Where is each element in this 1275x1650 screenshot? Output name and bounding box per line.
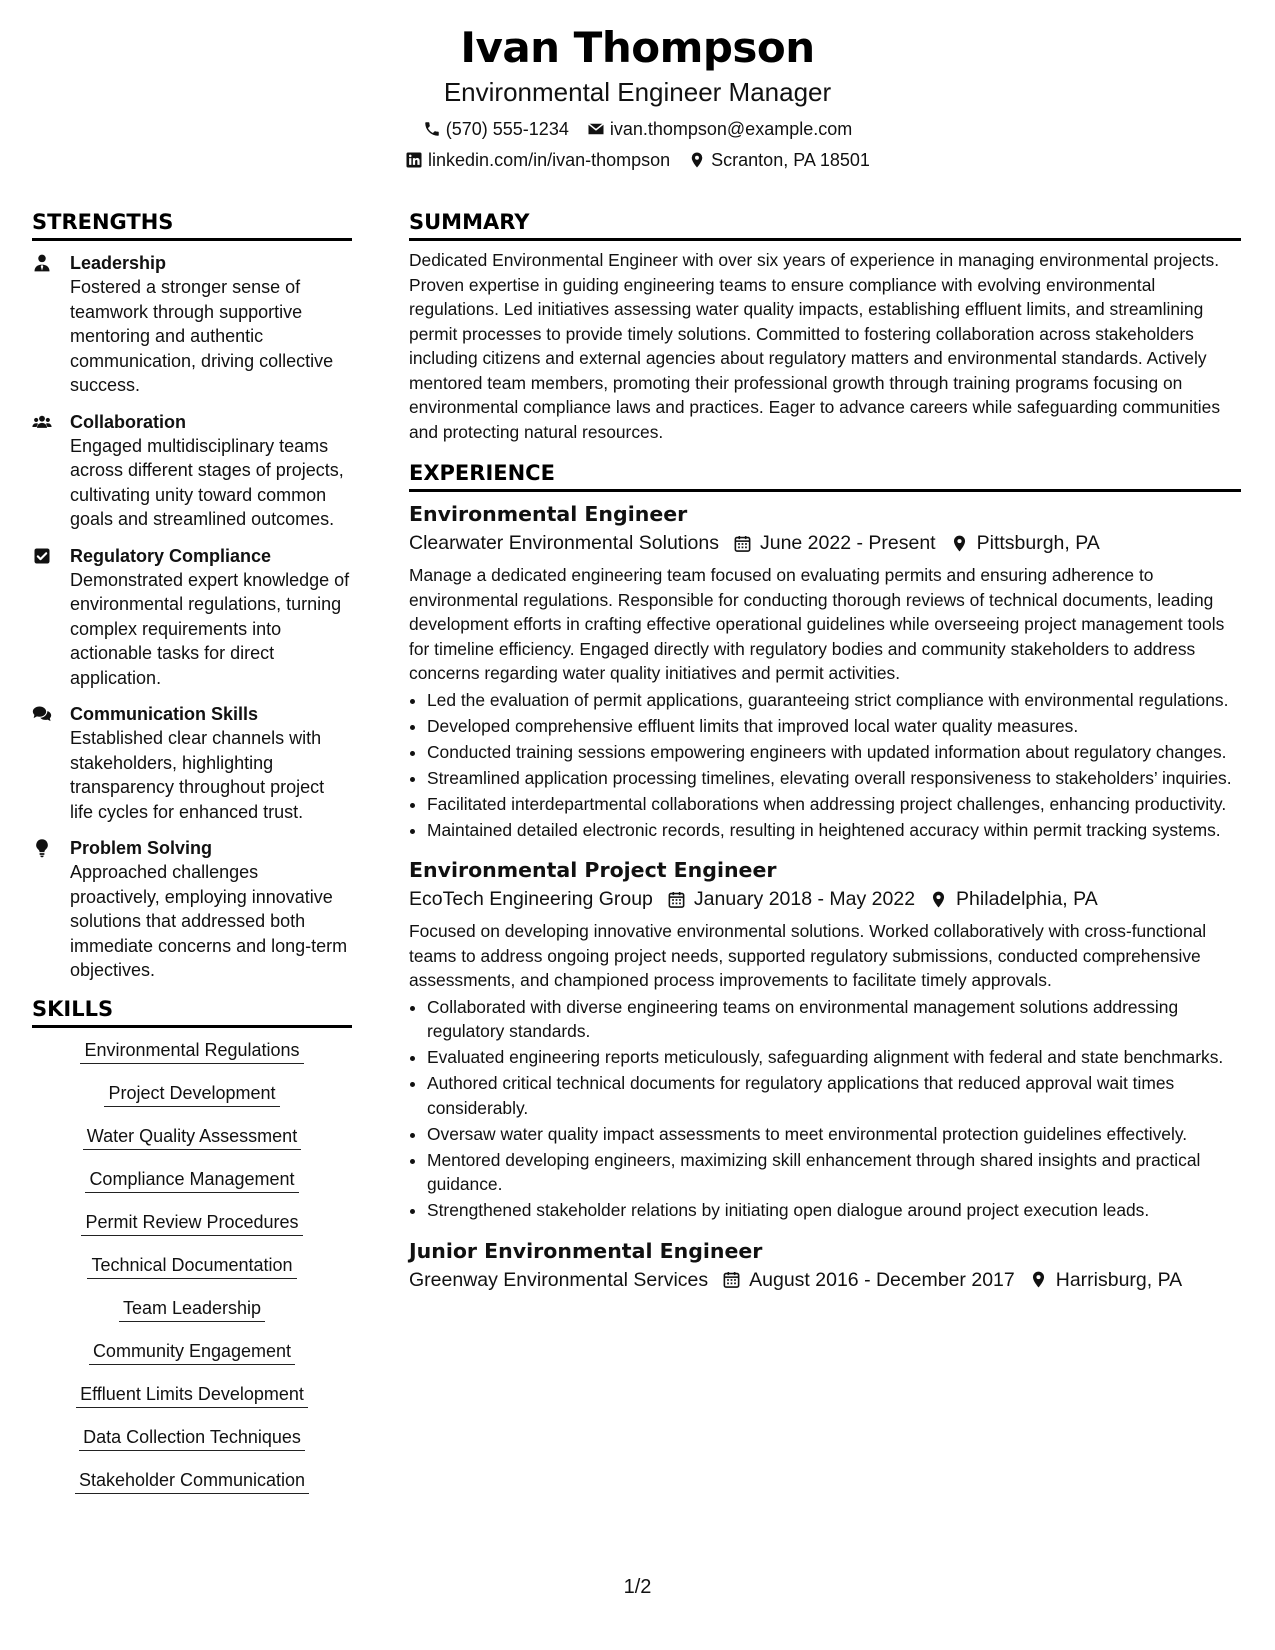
- skill-item: Water Quality Assessment: [83, 1124, 301, 1150]
- strength-desc: Demonstrated expert knowledge of environmental regulations, turning complex requirements into actionable tasks for direct application.: [70, 569, 350, 688]
- summary-heading: SUMMARY: [409, 208, 1241, 241]
- bullet-item: • Evaluated engineering reports meticulously, safeguarding alignment with federal and state benchmarks.: [427, 1045, 1241, 1070]
- users-icon: [32, 412, 52, 432]
- skills-list: [32, 1038, 352, 1494]
- skill-item: Community Engagement: [89, 1339, 295, 1365]
- user-tie-icon: [32, 253, 52, 273]
- strength-desc: Engaged multidisciplinary teams across different stages of projects, cultivating unity toward common goals and streamlined outcomes.: [70, 435, 344, 529]
- location-text: Scranton, PA 18501: [711, 150, 870, 170]
- map-marker-icon: [688, 151, 706, 169]
- right-column: [409, 208, 1241, 1295]
- skill-item: Permit Review Procedures: [81, 1210, 302, 1236]
- strength-item-leadership: [32, 251, 352, 398]
- skill-item: Data Collection Techniques: [79, 1425, 305, 1451]
- job-location: Harrisburg, PA: [1055, 1268, 1183, 1291]
- job-location: Pittsburgh, PA: [976, 532, 1100, 554]
- job-meta: [409, 884, 1241, 914]
- resume-header: [0, 22, 1275, 172]
- map-marker-icon: [1029, 1270, 1048, 1289]
- bullet-item: • Led the evaluation of permit applications, guaranteeing strict compliance with environmental regulations.: [427, 688, 1241, 713]
- job-dates: August 2016 - December 2017: [749, 1268, 1015, 1291]
- skill-item: Team Leadership: [119, 1296, 265, 1322]
- job-meta: [409, 528, 1241, 558]
- bullet-item: • Facilitated interdepartmental collaborations when addressing project challenges, enhancing productivity.: [427, 792, 1241, 817]
- calendar-icon: [733, 534, 752, 553]
- job-description: Manage a dedicated engineering team focused on evaluating permits and ensuring adherence to environmental regulations. Responsible for conducting thorough reviews of technical documents, leading development efforts in crafting effective operational guidelines while overseeing project management tools for timeline efficiency. Engaged directly with regulatory bodies and community stakeholders to address concerns regarding water quality initiatives and permit activities.: [409, 565, 1225, 683]
- contact-email[interactable]: [587, 117, 852, 141]
- candidate-name: Ivan Thompson: [460, 23, 815, 72]
- email-text: ivan.thompson@example.com: [609, 119, 853, 139]
- job-entry: [409, 1237, 1241, 1295]
- skill-item: Effluent Limits Development: [76, 1382, 308, 1408]
- job-company: Greenway Environmental Services: [409, 1268, 709, 1291]
- contact-location: [688, 148, 870, 172]
- contact-row-2: [0, 148, 1275, 172]
- skills-heading: SKILLS: [32, 995, 352, 1028]
- strength-item-communication-skills: [32, 702, 352, 824]
- skill-item: Project Development: [104, 1081, 279, 1107]
- strength-item-collaboration: [32, 410, 352, 532]
- job-title: Junior Environmental Engineer: [409, 1238, 763, 1263]
- contact-row-1: [0, 117, 1275, 141]
- comments-icon: [32, 704, 52, 724]
- job-location: Philadelphia, PA: [956, 888, 1098, 910]
- bullet-item: • Collaborated with diverse engineering teams on environmental management solutions addressing regulatory standards.: [427, 995, 1241, 1044]
- bullet-item: • Conducted training sessions empowering engineers with updated information about regulatory changes.: [427, 740, 1241, 765]
- check-square-icon: [32, 546, 52, 566]
- phone-text: (570) 555-1234: [445, 119, 569, 139]
- bullet-item: • Strengthened stakeholder relations by initiating open dialogue around project execution leads.: [427, 1198, 1241, 1223]
- strength-title: Leadership: [70, 253, 167, 273]
- skill-item: Stakeholder Communication: [75, 1468, 309, 1494]
- strengths-list: [32, 251, 352, 983]
- bullet-item: • Maintained detailed electronic records, resulting in heightened accuracy within permit tracking systems.: [427, 818, 1241, 843]
- page-number: 1/2: [623, 1576, 652, 1598]
- skill-item: Environmental Regulations: [80, 1038, 303, 1064]
- calendar-icon: [667, 890, 686, 909]
- envelope-icon: [587, 120, 605, 138]
- linkedin-text: linkedin.com/in/ivan-thompson: [428, 150, 671, 170]
- strengths-heading: STRENGTHS: [32, 208, 352, 241]
- job-title: Environmental Engineer: [409, 502, 688, 526]
- job-title: Environmental Project Engineer: [409, 858, 777, 882]
- bullet-item: • Oversaw water quality impact assessments to meet environmental protection guidelines effectively.: [427, 1122, 1241, 1147]
- strength-desc: Established clear channels with stakeholders, highlighting transparency throughout project life cycles for enhanced trust.: [70, 728, 325, 822]
- strength-desc: Approached challenges proactively, employing innovative solutions that addressed both immediate concerns and long-term objectives.: [70, 862, 348, 980]
- skill-item: Compliance Management: [85, 1167, 298, 1193]
- job-dates: January 2018 - May 2022: [693, 888, 916, 910]
- contact-phone: [423, 117, 569, 141]
- candidate-title: Environmental Engineer Manager: [443, 77, 832, 107]
- bullet-item: • Mentored developing engineers, maximizing skill enhancement through shared insights and practical guidance.: [427, 1148, 1241, 1197]
- bullet-item: • Developed comprehensive effluent limits that improved local water quality measures.: [427, 714, 1241, 739]
- job-bullets: [409, 995, 1241, 1223]
- summary-text: Dedicated Environmental Engineer with over six years of experience in managing environmental projects. Proven expertise in guiding engineering teams to ensure compliance with evolving environmental regulations. Led initiatives assessing water quality impacts, establishing effluent limits, and streamlining permit processes to provide timely solutions. Committed to fostering collaboration across stakeholders including citizens and external agencies about regulatory matters and environmental standards. Actively mentored team members, promoting their professional growth through training programs focusing on environmental compliance laws and practices. Eager to advance careers while safeguarding communities and protecting natural resources.: [409, 250, 1221, 442]
- job-entry: [409, 856, 1241, 1223]
- job-meta: [409, 1265, 1241, 1295]
- experience-heading: EXPERIENCE: [409, 459, 1241, 492]
- job-company: Clearwater Environmental Solutions: [409, 532, 719, 554]
- job-company: EcoTech Engineering Group: [409, 888, 653, 910]
- strength-item-problem-solving: [32, 836, 352, 983]
- strength-title: Communication Skills: [70, 704, 259, 724]
- skill-item: Technical Documentation: [87, 1253, 296, 1279]
- strength-item-regulatory-compliance: [32, 544, 352, 691]
- bullet-item: • Authored critical technical documents for regulatory applications that reduced approval wait times considerably.: [427, 1071, 1241, 1120]
- map-marker-icon: [929, 890, 948, 909]
- lightbulb-icon: [32, 838, 52, 858]
- job-entry: [409, 500, 1241, 842]
- linkedin-icon: [405, 151, 423, 169]
- left-column: [32, 208, 352, 1511]
- job-description: Focused on developing innovative environmental solutions. Worked collaboratively with cross-functional teams to address ongoing project needs, supported regulatory submissions, conducted comprehensive assessments, and championed process improvements to facilitate timely approvals.: [409, 921, 1207, 990]
- strength-title: Problem Solving: [70, 838, 213, 858]
- strength-title: Collaboration: [70, 411, 186, 432]
- contact-linkedin[interactable]: [405, 148, 670, 172]
- job-dates: June 2022 - Present: [759, 532, 936, 554]
- strength-desc: Fostered a stronger sense of teamwork through supportive mentoring and authentic communication, driving collective success.: [70, 277, 334, 395]
- strength-title: Regulatory Compliance: [70, 545, 272, 566]
- phone-icon: [423, 120, 441, 138]
- bullet-item: • Streamlined application processing timelines, elevating overall responsiveness to stakeholders’ inquiries.: [427, 766, 1241, 791]
- calendar-icon: [722, 1270, 741, 1289]
- map-marker-icon: [950, 534, 969, 553]
- job-bullets: [409, 688, 1241, 843]
